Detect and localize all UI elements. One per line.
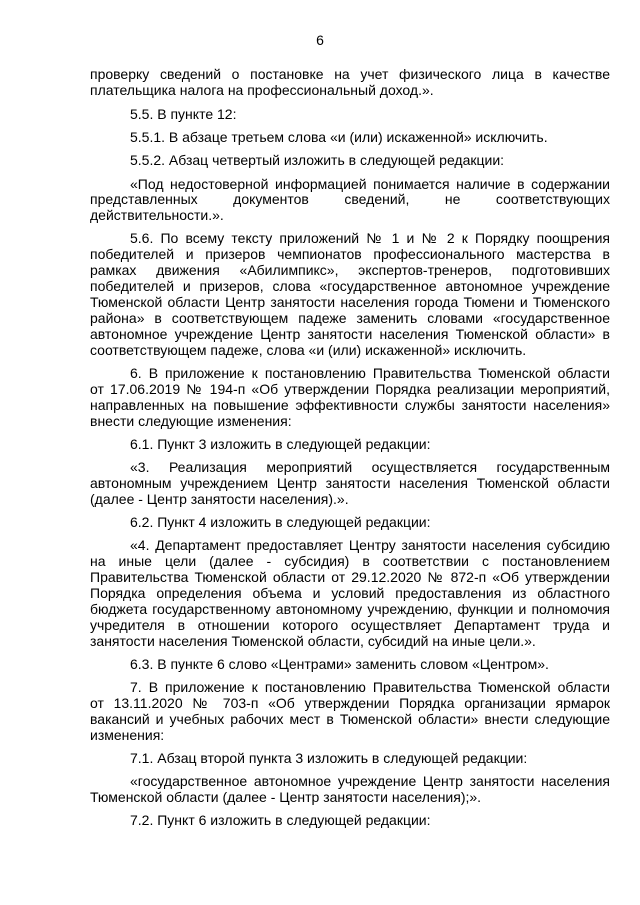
text-line: 6.1. Пункт 3 изложить в следующей редакции: xyxy=(130,436,431,452)
text-line: 6. В приложение к постановлению Правительства Тюменской области xyxy=(130,365,610,381)
text-line: представленных документов сведений, не соответствующих xyxy=(90,191,610,207)
text-line: 7.2. Пункт 6 изложить в следующей редакции: xyxy=(130,812,431,828)
text-line: занятости населения Тюменской области, субсидий на иные цели.». xyxy=(90,633,536,649)
text-line: соответствующем падеже, слова «и (или) искаженной» исключить. xyxy=(90,342,527,358)
text-line: 5.5. В пункте 12: xyxy=(130,106,237,122)
text-line: (далее - Центр занятости населения).». xyxy=(90,491,349,507)
page-number: 6 xyxy=(316,32,324,48)
text-line: изменения: xyxy=(90,727,165,743)
text-line: Тюменской области Центр занятости населения города Тюмени и Тюменского xyxy=(90,294,610,310)
text-line: «4. Департамент предоставляет Центру занятости населения субсидию xyxy=(130,537,610,553)
text-line: победителей и призеров, слова «государственное автономное учреждение xyxy=(90,278,610,294)
text-line: Правительства Тюменской области от 29.12.2020 № 872-п «Об утверждении xyxy=(90,569,610,585)
text-line: Порядка определения объема и условий предоставления из областного xyxy=(90,585,610,601)
text-line: Тюменской области (далее - Центр занятости населения);». xyxy=(90,789,482,805)
text-line: 7.1. Абзац второй пункта 3 изложить в следующей редакции: xyxy=(130,750,528,766)
text-line: на иные цели (далее - субсидия) в соответствии с постановлением xyxy=(90,553,610,569)
text-line: бюджета государственному автономному учреждению, функции и полномочия xyxy=(90,601,610,617)
text-line: 5.6. По всему тексту приложений № 1 и № 2 к Порядку поощрения xyxy=(130,230,610,246)
text-line: автономное учреждение Центр занятости населения Тюменской области» в xyxy=(90,326,610,342)
text-line: проверку сведений о постановке на учет физического лица в качестве xyxy=(90,66,610,82)
text-line: района» в соответствующем падеже заменить словами «государственное xyxy=(90,310,610,326)
text-line: автономным учреждением Центр занятости населения Тюменской области xyxy=(90,475,610,491)
text-line: учредителя в отношении которого осуществляет Департамент труда и xyxy=(90,617,610,633)
text-line: «Под недостоверной информацией понимается наличие в содержании xyxy=(130,176,610,192)
text-line: 6.3. В пункте 6 слово «Центрами» заменить словом «Центром». xyxy=(130,656,549,672)
text-line: 7. В приложение к постановлению Правительства Тюменской области xyxy=(130,679,610,695)
text-line: действительности.». xyxy=(90,207,224,223)
text-line: 5.5.1. В абзаце третьем слова «и (или) искаженной» исключить. xyxy=(130,129,548,145)
text-line: внести следующие изменения: xyxy=(90,413,292,429)
text-line: «3. Реализация мероприятий осуществляется государственным xyxy=(130,459,610,475)
text-line: рамках движения «Абилимпикс», экспертов-тренеров, подготовивших xyxy=(90,262,610,278)
text-line: победителей и призеров чемпионатов профессионального мастерства в xyxy=(90,246,610,262)
text-line: направленных на повышение эффективности службы занятости населения» xyxy=(90,397,610,413)
text-line: 6.2. Пункт 4 изложить в следующей редакции: xyxy=(130,514,431,530)
text-line: от 17.06.2019 № 194-п «Об утверждении Порядка реализации мероприятий, xyxy=(90,381,610,397)
text-line: вакансий и учебных рабочих мест в Тюменской области» внести следующие xyxy=(90,711,610,727)
text-line: 5.5.2. Абзац четвертый изложить в следующей редакции: xyxy=(130,152,505,168)
text-line: от 13.11.2020 № 703-п «Об утверждении Порядка организации ярмарок xyxy=(90,695,610,711)
text-line: плательщика налога на профессиональный доход.». xyxy=(90,82,434,98)
text-line: «государственное автономное учреждение Центр занятости населения xyxy=(130,773,610,789)
